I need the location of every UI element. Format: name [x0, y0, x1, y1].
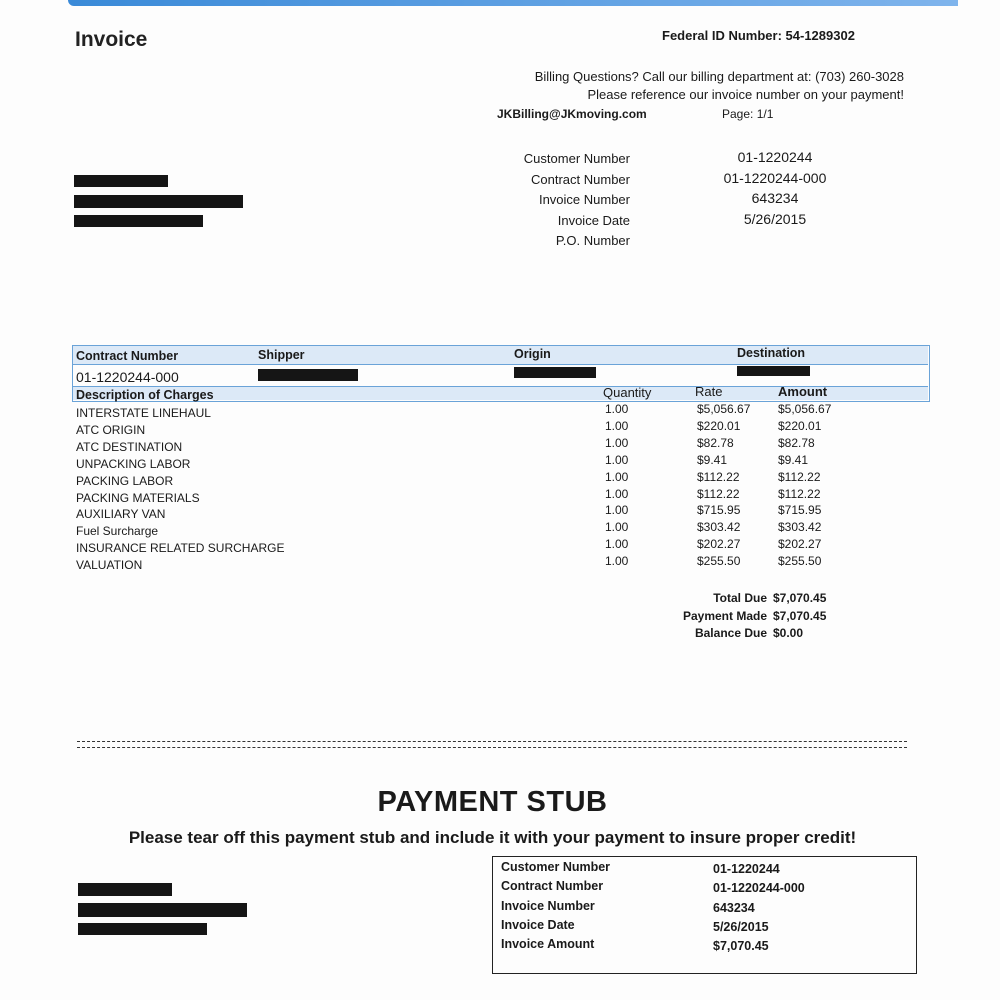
billing-questions — [535, 68, 904, 104]
account-field-label: Contract Number — [531, 171, 630, 187]
charge-quantity: 1.00 — [605, 554, 629, 569]
redacted-destination — [737, 366, 810, 376]
total-label: Balance Due — [694, 626, 767, 640]
account-field-label: Invoice Number — [538, 192, 630, 207]
redacted-address-line — [74, 195, 243, 208]
charge-description: ATC ORIGIN — [76, 422, 146, 437]
contract-number-value: 01-1220244-000 — [76, 369, 179, 385]
charge-quantity: 1.00 — [605, 486, 629, 501]
charge-description: VALUATION — [76, 558, 143, 573]
charge-quantity: 1.00 — [605, 402, 629, 416]
charge-description: INTERSTATE LINEHAUL — [76, 406, 211, 420]
charge-amount: $202.27 — [778, 537, 822, 552]
charge-quantity: 1.00 — [605, 469, 629, 484]
charge-rate: $220.01 — [697, 418, 741, 433]
charge-quantity: 1.00 — [605, 435, 629, 450]
charge-description: INSURANCE RELATED SURCHARGE — [76, 541, 285, 556]
tear-off-line — [77, 741, 907, 748]
redacted-address-line — [74, 215, 203, 227]
contract-number-header: Contract Number — [76, 349, 179, 363]
charge-rate: $112.22 — [697, 469, 740, 484]
amount-header: Amount — [778, 384, 828, 399]
charge-amount: $255.50 — [778, 554, 822, 569]
billing-reference-line: Please reference our invoice number on your payment! — [587, 87, 904, 102]
stub-field-value: 5/26/2015 — [713, 919, 769, 934]
page-number: Page: 1/1 — [722, 107, 774, 121]
stub-field-label: Invoice Number — [501, 898, 595, 913]
stub-labels — [501, 858, 610, 954]
rate-header: Rate — [695, 384, 723, 399]
charge-description: ATC DESTINATION — [76, 439, 183, 454]
account-field-value: 643234 — [751, 190, 799, 206]
charge-description: PACKING LABOR — [76, 473, 174, 488]
charge-amount: $112.22 — [778, 486, 821, 501]
account-field-value: 01-1220244-000 — [723, 169, 827, 186]
total-label: Total Due — [713, 591, 767, 605]
redacted-address-line — [78, 923, 207, 935]
redacted-shipper — [258, 369, 358, 381]
charge-quantity: 1.00 — [605, 537, 629, 552]
total-value: $7,070.45 — [773, 591, 827, 605]
total-label: Payment Made — [682, 608, 767, 623]
charge-description: UNPACKING LABOR — [76, 456, 191, 471]
stub-instruction: Please tear off this payment stub and include it with your payment to insure proper credit! — [128, 828, 857, 847]
account-field-label: Invoice Date — [557, 212, 630, 228]
account-field-label: Customer Number — [523, 151, 630, 166]
charge-quantity: 1.00 — [605, 418, 629, 433]
description-header: Description of Charges — [76, 388, 214, 402]
header-accent-bar — [68, 0, 958, 6]
billing-email: JKBilling@JKmoving.com — [497, 107, 647, 121]
charge-rate: $5,056.67 — [697, 402, 751, 416]
charge-rate: $715.95 — [697, 503, 741, 518]
charge-description: Fuel Surcharge — [76, 524, 159, 539]
stub-title: PAYMENT STUB — [377, 786, 608, 818]
charge-rate: $202.27 — [697, 537, 741, 552]
stub-field-label: Invoice Date — [501, 917, 575, 932]
charge-rates — [697, 401, 750, 570]
charge-rate: $303.42 — [697, 520, 741, 535]
charge-amount: $9.41 — [778, 452, 809, 467]
charge-amount: $82.78 — [778, 435, 815, 450]
charge-amount: $220.01 — [778, 418, 822, 433]
redacted-origin — [514, 367, 596, 378]
billing-phone-line: Billing Questions? Call our billing department at: (703) 260-3028 — [534, 69, 904, 84]
federal-id: Federal ID Number: 54-1289302 — [662, 28, 855, 43]
charge-amount: $112.22 — [778, 469, 821, 484]
table-divider — [73, 364, 928, 365]
charge-rate: $82.78 — [697, 435, 734, 450]
charge-rate: $112.22 — [697, 486, 740, 501]
stub-field-value: $7,070.45 — [713, 939, 769, 954]
account-values — [700, 147, 850, 250]
charge-quantity: 1.00 — [605, 520, 629, 535]
charge-amounts — [778, 401, 831, 570]
charge-description: AUXILIARY VAN — [76, 507, 166, 522]
totals-labels — [660, 590, 767, 643]
charge-quantity: 1.00 — [605, 452, 629, 467]
redacted-address-line — [74, 175, 168, 187]
stub-field-label: Invoice Amount — [501, 937, 595, 952]
charge-amount: $715.95 — [778, 503, 822, 518]
redacted-address-line — [78, 903, 247, 917]
shipper-header: Shipper — [258, 348, 305, 362]
account-labels — [480, 149, 630, 252]
account-field-label: P.O. Number — [555, 233, 630, 248]
charge-rate: $9.41 — [697, 452, 728, 467]
stub-field-label: Contract Number — [501, 879, 604, 894]
charge-description: PACKING MATERIALS — [76, 490, 200, 505]
stub-field-value: 01-1220244-000 — [713, 881, 805, 896]
charge-quantity: 1.00 — [605, 503, 629, 518]
origin-header: Origin — [514, 347, 551, 361]
charge-amount: $303.42 — [778, 520, 822, 535]
totals-values — [773, 590, 826, 643]
charge-quantities — [605, 401, 628, 570]
stub-field-label: Customer Number — [501, 860, 611, 874]
account-field-value — [700, 229, 850, 250]
destination-header: Destination — [737, 346, 806, 360]
account-field-value: 5/26/2015 — [743, 210, 807, 227]
account-field-value: 01-1220244 — [737, 149, 813, 165]
redacted-address-line — [78, 883, 172, 896]
charge-descriptions — [76, 405, 284, 574]
charge-rate: $255.50 — [697, 554, 741, 569]
quantity-header: Quantity — [603, 385, 652, 400]
stub-field-value: 01-1220244 — [713, 862, 780, 876]
total-value: $0.00 — [773, 626, 804, 640]
stub-field-value: 643234 — [713, 900, 755, 915]
charge-amount: $5,056.67 — [778, 402, 832, 416]
page-title: Invoice — [75, 28, 148, 51]
total-value: $7,070.45 — [773, 608, 827, 623]
stub-values — [713, 860, 805, 956]
